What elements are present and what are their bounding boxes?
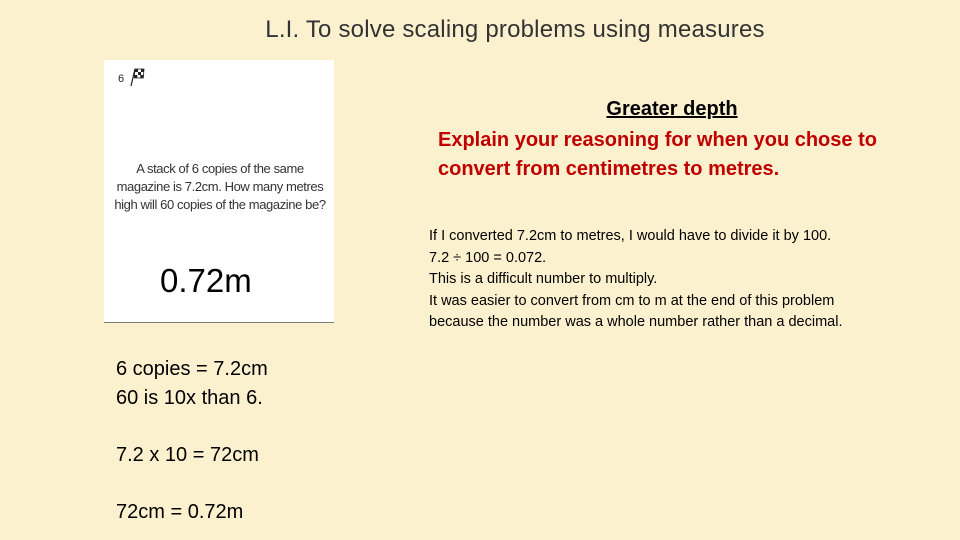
reasoning-answer bbox=[429, 226, 929, 334]
answer: 0.72m bbox=[160, 262, 252, 299]
working-out bbox=[116, 355, 268, 527]
reasoning-line: 7.2 ÷ 100 = 0.072. bbox=[429, 249, 547, 266]
working-line: 6 copies = 7.2cm bbox=[116, 358, 268, 380]
reasoning-line: If I converted 7.2cm to metres, I would have to divide it by 100. bbox=[429, 228, 832, 244]
working-line: 60 is 10x than 6. bbox=[116, 387, 263, 409]
lesson-intention-title: L.I. To solve scaling problems using measures bbox=[265, 16, 765, 43]
question-text: A stack of 6 copies of the same magazine is 7.2cm. How many metres high will 60 copies of the magazine be? bbox=[114, 161, 326, 212]
checkered-flag-icon bbox=[128, 67, 146, 87]
reasoning-line: This is a difficult number to multiply. bbox=[429, 271, 658, 287]
working-line: 72cm = 0.72m bbox=[116, 501, 244, 523]
reasoning-line: It was easier to convert from cm to m at the end of this problem bbox=[429, 292, 835, 309]
question-card bbox=[104, 60, 334, 323]
reasoning-line: because the number was a whole number rather than a decimal. bbox=[429, 314, 843, 330]
greater-depth-prompt: Explain your reasoning for when you chose to convert from centimetres to metres. bbox=[438, 129, 877, 180]
working-line: 7.2 x 10 = 72cm bbox=[116, 444, 259, 466]
greater-depth-heading: Greater depth bbox=[606, 98, 738, 120]
question-number: 6 bbox=[118, 73, 125, 85]
